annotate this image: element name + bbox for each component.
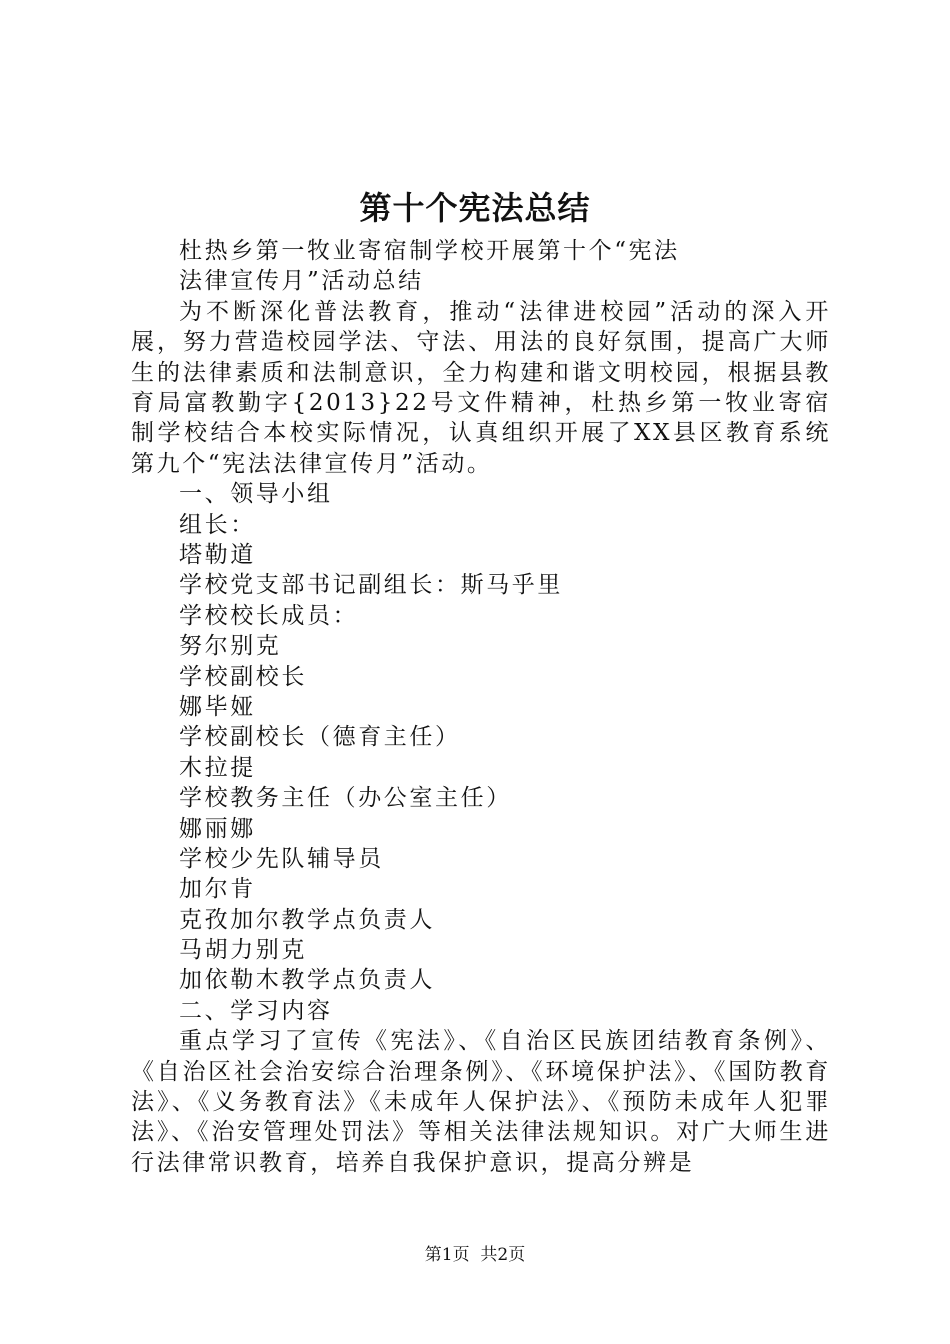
leader-line: 加依勒木教学点负责人 [179,967,435,994]
study-paragraph: 重点学习了宣传《宪法》、《自治区民族团结教育条例》、《自治区社会治安综合治理条例》、《环境保护法》、《国防教育法》、《义务教育法》《未成年人保护法》、《预防未成年人犯罪法》、《治安管理处罚法》等相关法律法规知识。对广大师生进行法律常识教育，培养自我保护意识，提高分辨是 [131,1028,831,1176]
intro-paragraph: 为不断深化普法教育，推动“法律进校园”活动的深入开展，努力营造校园学法、守法、用法的良好氛围，提高广大师生的法律素质和法制意识，全力构建和谐文明校园，根据县教育局富教勤字{2013}22号文件精神，杜热乡第一牧业寄宿制学校结合本校实际情况，认真组织开展了XX县区教育系统第九个“宪法法律宣传月”活动。 [131,298,831,477]
leader-line: 学校校长成员： [179,602,359,629]
leader-line: 努尔别克 [179,633,282,660]
leader-line: 娜毕娅 [179,693,256,720]
leader-line: 娜丽娜 [179,815,256,842]
page-footer [0,1244,950,1266]
leader-line: 学校副校长（德育主任） [179,724,461,751]
leader-line: 学校教务主任（办公室主任） [179,785,512,812]
page-total: 共2页 [480,1245,526,1265]
document-body [131,236,831,1178]
section-heading-leadership: 一、领导小组 [179,481,333,508]
leader-line: 学校副校长 [179,663,307,690]
leader-line: 马胡力别克 [179,937,307,964]
subtitle-line-2: 法律宣传月”活动总结 [179,268,424,295]
leader-line: 塔勒道 [179,542,256,568]
page-number: 第1页 [424,1245,470,1265]
leader-line: 加尔肯 [179,876,256,903]
leader-line: 克孜加尔教学点负责人 [179,906,435,933]
document-title: 第十个宪法总结 [359,189,591,227]
leader-line: 学校少先队辅导员 [179,845,384,872]
subtitle-line-1: 杜热乡第一牧业寄宿制学校开展第十个“宪法 [179,238,680,264]
section-heading-study: 二、学习内容 [179,997,333,1024]
leader-line: 组长： [179,511,256,538]
leader-line: 木拉提 [179,754,256,781]
leader-line: 学校党支部书记副组长：斯马乎里 [179,572,563,599]
